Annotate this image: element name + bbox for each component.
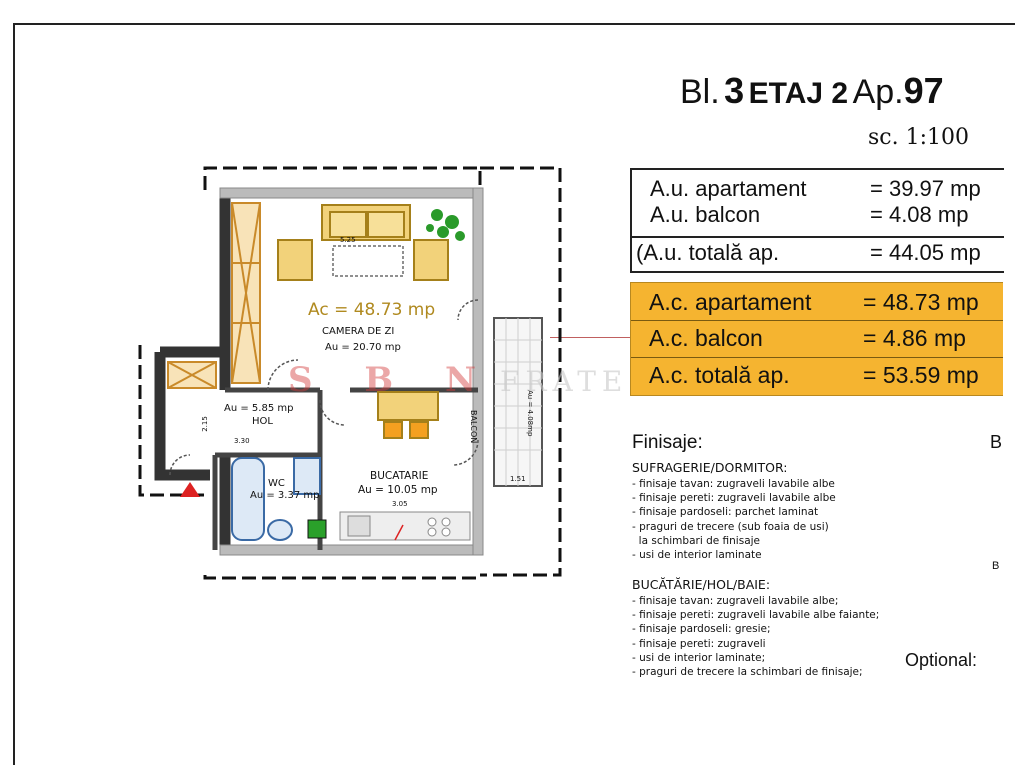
au-balcony-label: A.u. balcon — [650, 202, 761, 227]
room-wc-area: Au = 3.37 mp — [250, 490, 320, 501]
plant-icon — [426, 209, 465, 241]
washing-machine — [308, 520, 326, 538]
room-wc-name: WC — [268, 478, 285, 489]
room-balcony-area: Au = 4.08mp — [526, 390, 534, 437]
au-apartment-label: A.u. apartament — [650, 176, 807, 201]
optional-label: Optional: — [905, 650, 978, 670]
right-section-fragment: B — [992, 560, 1000, 572]
list-item: - finisaje pardoseli: parchet laminat — [632, 506, 819, 519]
balcony — [494, 318, 542, 486]
dim-hall: 3.30 — [234, 437, 250, 445]
ac-total-label: A.c. totală ap. — [649, 362, 790, 388]
bl-label: Bl. — [680, 73, 720, 111]
list-item: - finisaje tavan: zugraveli lavabile albe; — [632, 595, 839, 607]
list-item: - finisaje tavan: zugraveli lavabile albe — [632, 478, 835, 490]
list-item: - usi de interior laminate — [632, 549, 762, 562]
kitchen-counter — [340, 512, 470, 540]
section-kitchen-title: BUCĂTĂRIE/HOL/BAIE: — [632, 577, 771, 592]
watermark-text-right: FRATE — [500, 365, 629, 398]
room-living-area: Au = 20.70 mp — [325, 342, 401, 353]
bl-number: 3 — [724, 70, 745, 111]
room-kitchen-name: BUCATARIE — [370, 470, 429, 482]
watermark-text: S B N — [288, 360, 497, 400]
list-item: - usi de interior laminate; — [632, 651, 766, 664]
room-hall-area: Au = 5.85 mp — [224, 403, 294, 414]
au-apartment-value: = 39.97 mp — [870, 176, 981, 201]
dim-kitchen: 3.05 — [392, 500, 408, 508]
list-item: la schimbari de finisaje — [632, 534, 761, 547]
dim-hall-vertical: 2.15 — [200, 416, 209, 432]
room-living-name: CAMERA DE ZI — [322, 326, 395, 337]
floor-label: ETAJ 2 — [748, 77, 849, 110]
ap-label: Ap. — [852, 73, 904, 111]
list-item: - praguri de trecere (sub foaia de usi) — [632, 520, 829, 533]
au-total-label: (A.u. totală ap. — [636, 240, 780, 265]
entrance-arrow-icon — [180, 482, 200, 497]
scale-label: sc. 1:100 — [868, 125, 969, 150]
right-section-fragment: B — [990, 432, 1003, 452]
ac-balcony-label: A.c. balcon — [649, 325, 763, 351]
sofa — [322, 205, 410, 240]
ac-balcony-value: = 4.86 mp — [863, 325, 966, 351]
list-item: - finisaje pereti: zugraveli lavabile albe faiante; — [632, 609, 880, 622]
list-item: - finisaje pardoseli: gresie; — [632, 623, 771, 636]
section-living-title: SUFRAGERIE/DORMITOR: — [632, 460, 788, 475]
ac-total-value: = 53.59 mp — [863, 362, 979, 388]
list-item: - finisaje pereti: zugraveli — [632, 637, 766, 650]
coffee-table — [333, 246, 403, 276]
au-balcony-value: = 4.08 mp — [870, 202, 969, 227]
ac-apartment-value: = 48.73 mp — [863, 289, 979, 315]
room-hall-name: HOL — [252, 416, 273, 427]
finishes-title: Finisaje: — [632, 432, 703, 453]
room-balcony-name: BALCON — [469, 410, 478, 444]
dim-living: 5.25 — [340, 236, 356, 244]
plan-ac-label: Ac = 48.73 mp — [308, 300, 436, 320]
list-item: - praguri de trecere la schimbari de finisaje; — [632, 666, 863, 679]
ac-apartment-label: A.c. apartament — [649, 289, 812, 315]
room-kitchen-area: Au = 10.05 mp — [358, 484, 438, 496]
au-total-value: = 44.05 mp — [870, 240, 981, 265]
list-item: - finisaje pereti: zugraveli lavabile albe — [632, 492, 836, 505]
wardrobe — [168, 203, 260, 388]
ap-number: 97 — [903, 70, 944, 111]
dim-balcony: 1.51 — [510, 475, 526, 483]
